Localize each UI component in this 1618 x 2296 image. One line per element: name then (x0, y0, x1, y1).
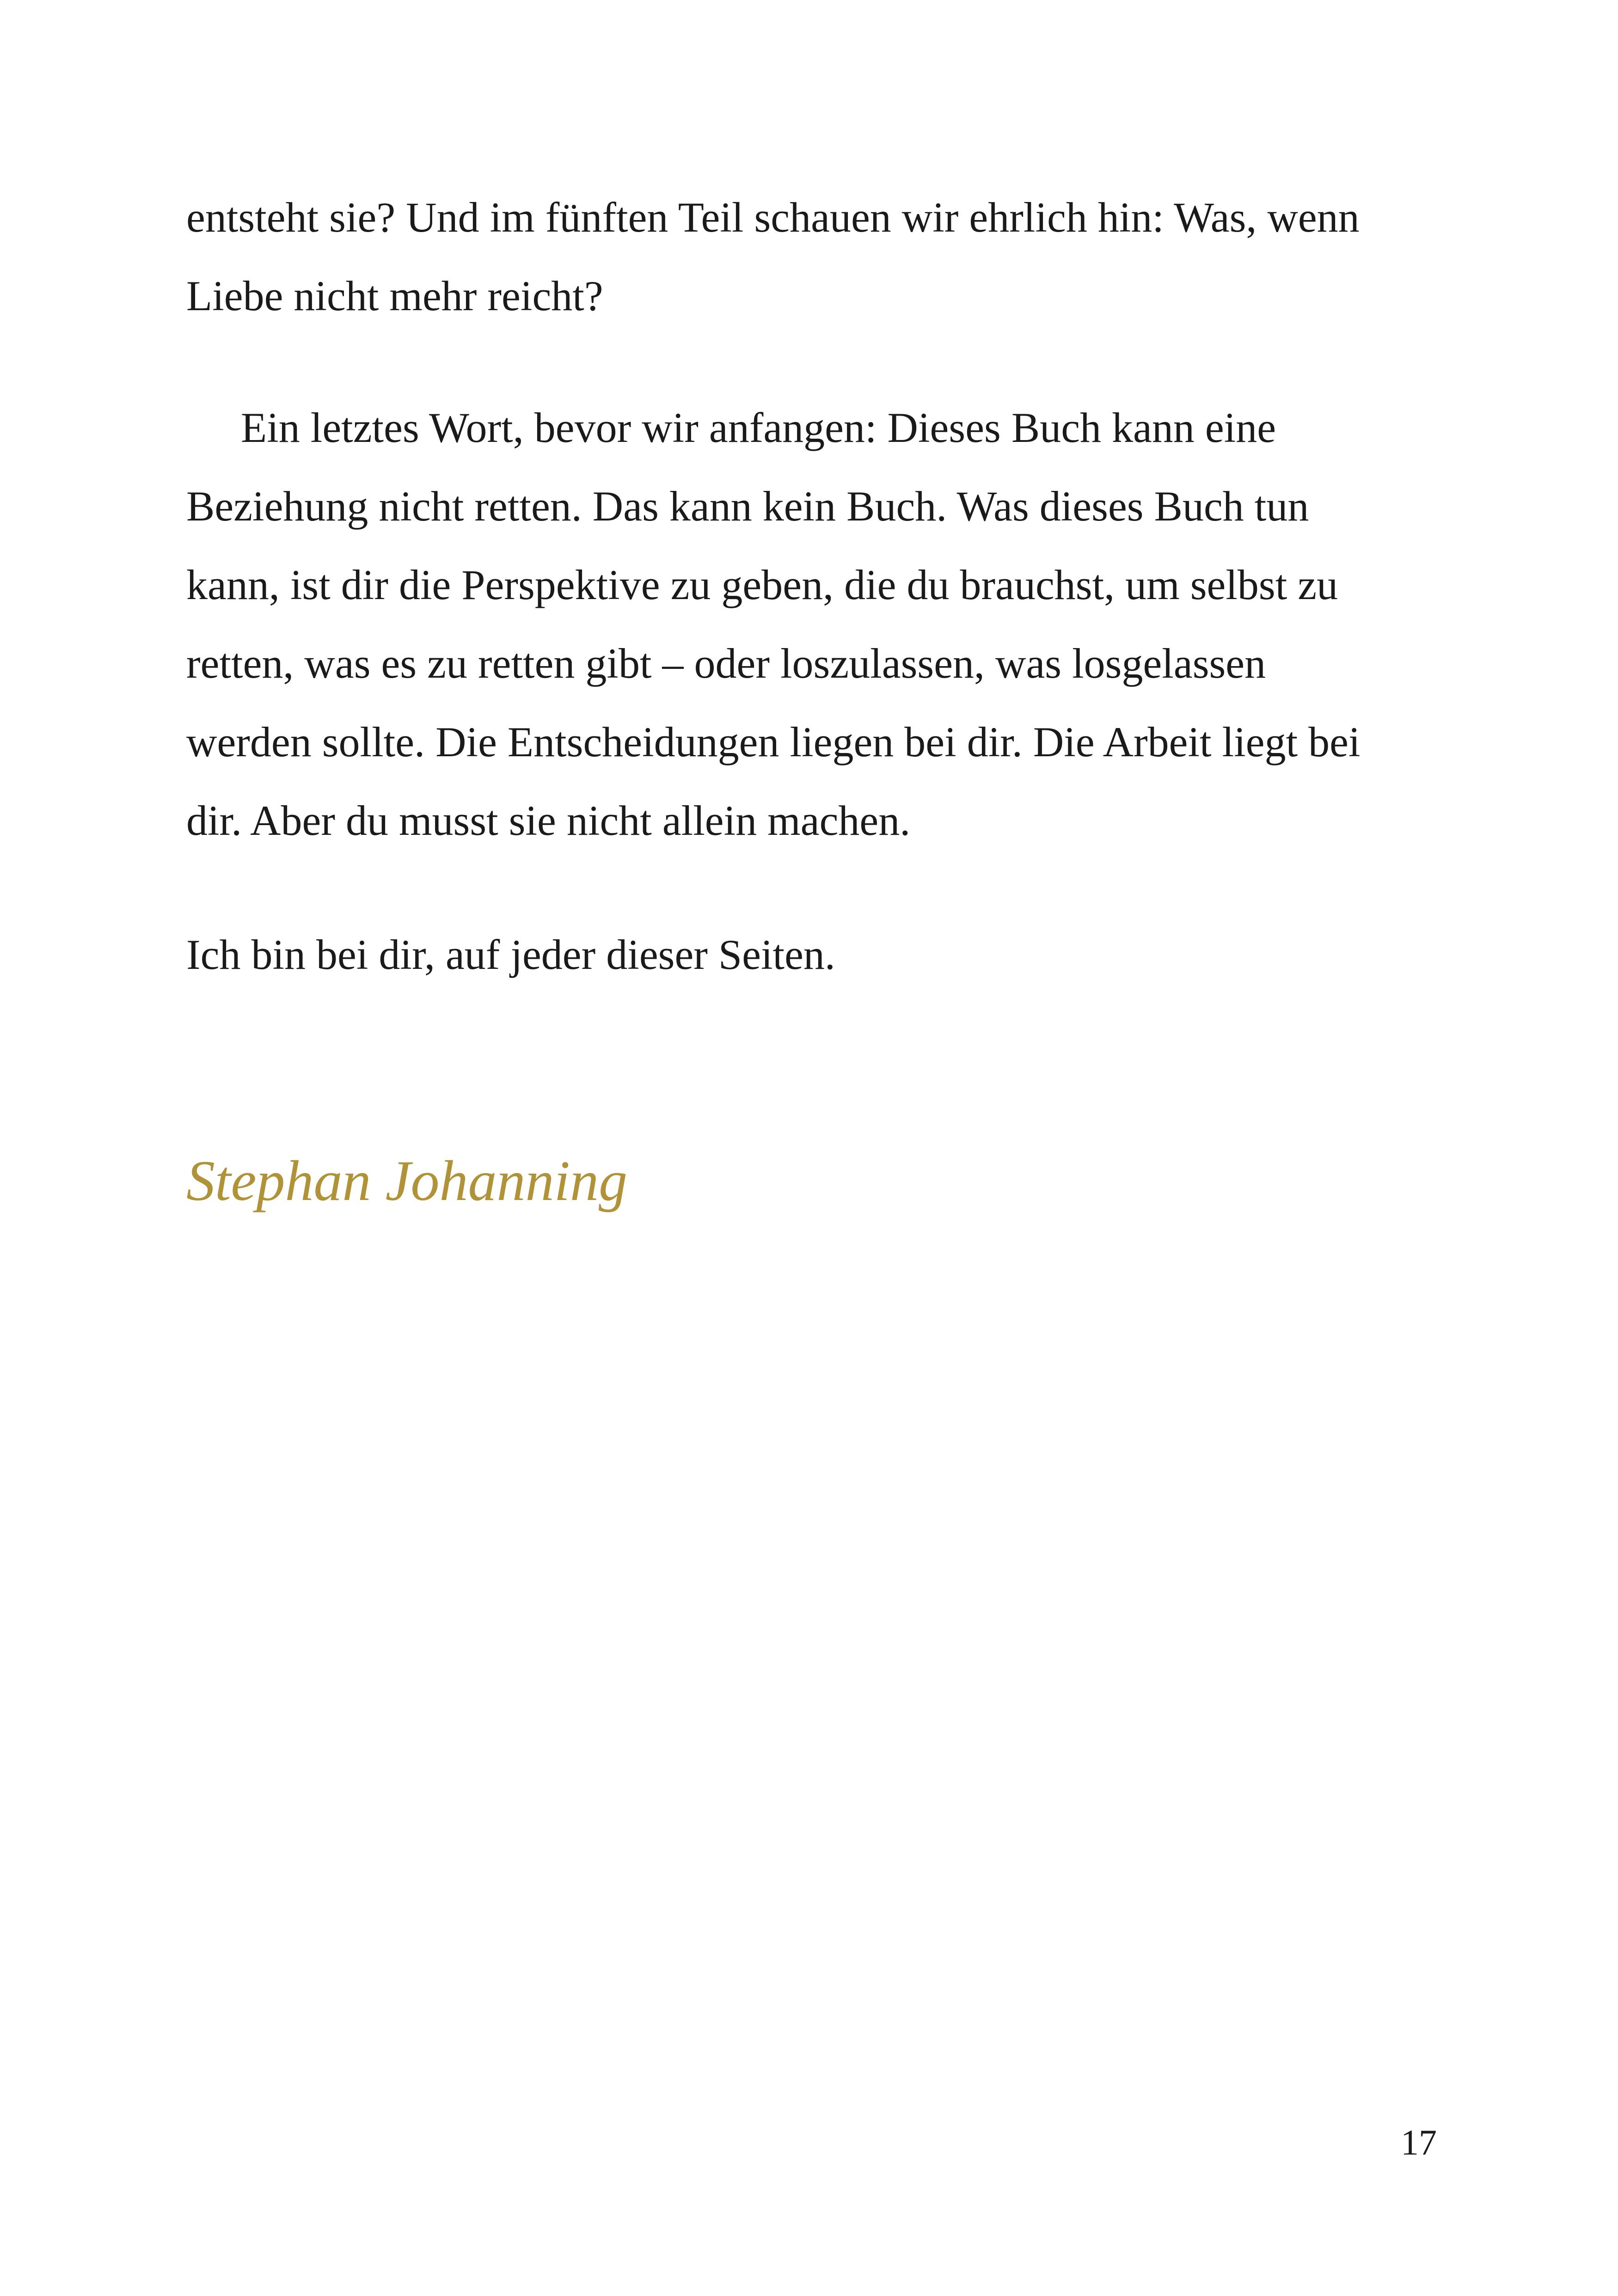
page-number: 17 (1401, 2122, 1437, 2162)
text-line: Liebe nicht mehr reicht? (186, 272, 603, 319)
text-line: retten, was es zu retten gibt – oder loszulassen, was losgelassen (186, 640, 1266, 687)
text-line: Ich bin bei dir, auf jeder dieser Seiten. (186, 931, 835, 978)
paragraph-closing (186, 915, 1462, 994)
text-line: entsteht sie? Und im fünften Teil schauen wir ehrlich hin: Was, wenn (186, 194, 1360, 241)
text-line: werden sollte. Die Entscheidungen liegen bei dir. Die Arbeit liegt bei (186, 718, 1361, 765)
text-line: Ein letztes Wort, bevor wir anfangen: Dieses Buch kann eine (241, 404, 1276, 451)
text-line: dir. Aber du musst sie nicht allein machen. (186, 797, 911, 844)
paragraph-continuation (186, 178, 1462, 335)
paragraph-last-word (186, 388, 1462, 860)
text-line: Beziehung nicht retten. Das kann kein Buch. Was dieses Buch tun (186, 483, 1309, 530)
text-line: kann, ist dir die Perspektive zu geben, die du brauchst, um selbst zu (186, 561, 1338, 608)
author-signature: Stephan Johanning (186, 1149, 627, 1212)
